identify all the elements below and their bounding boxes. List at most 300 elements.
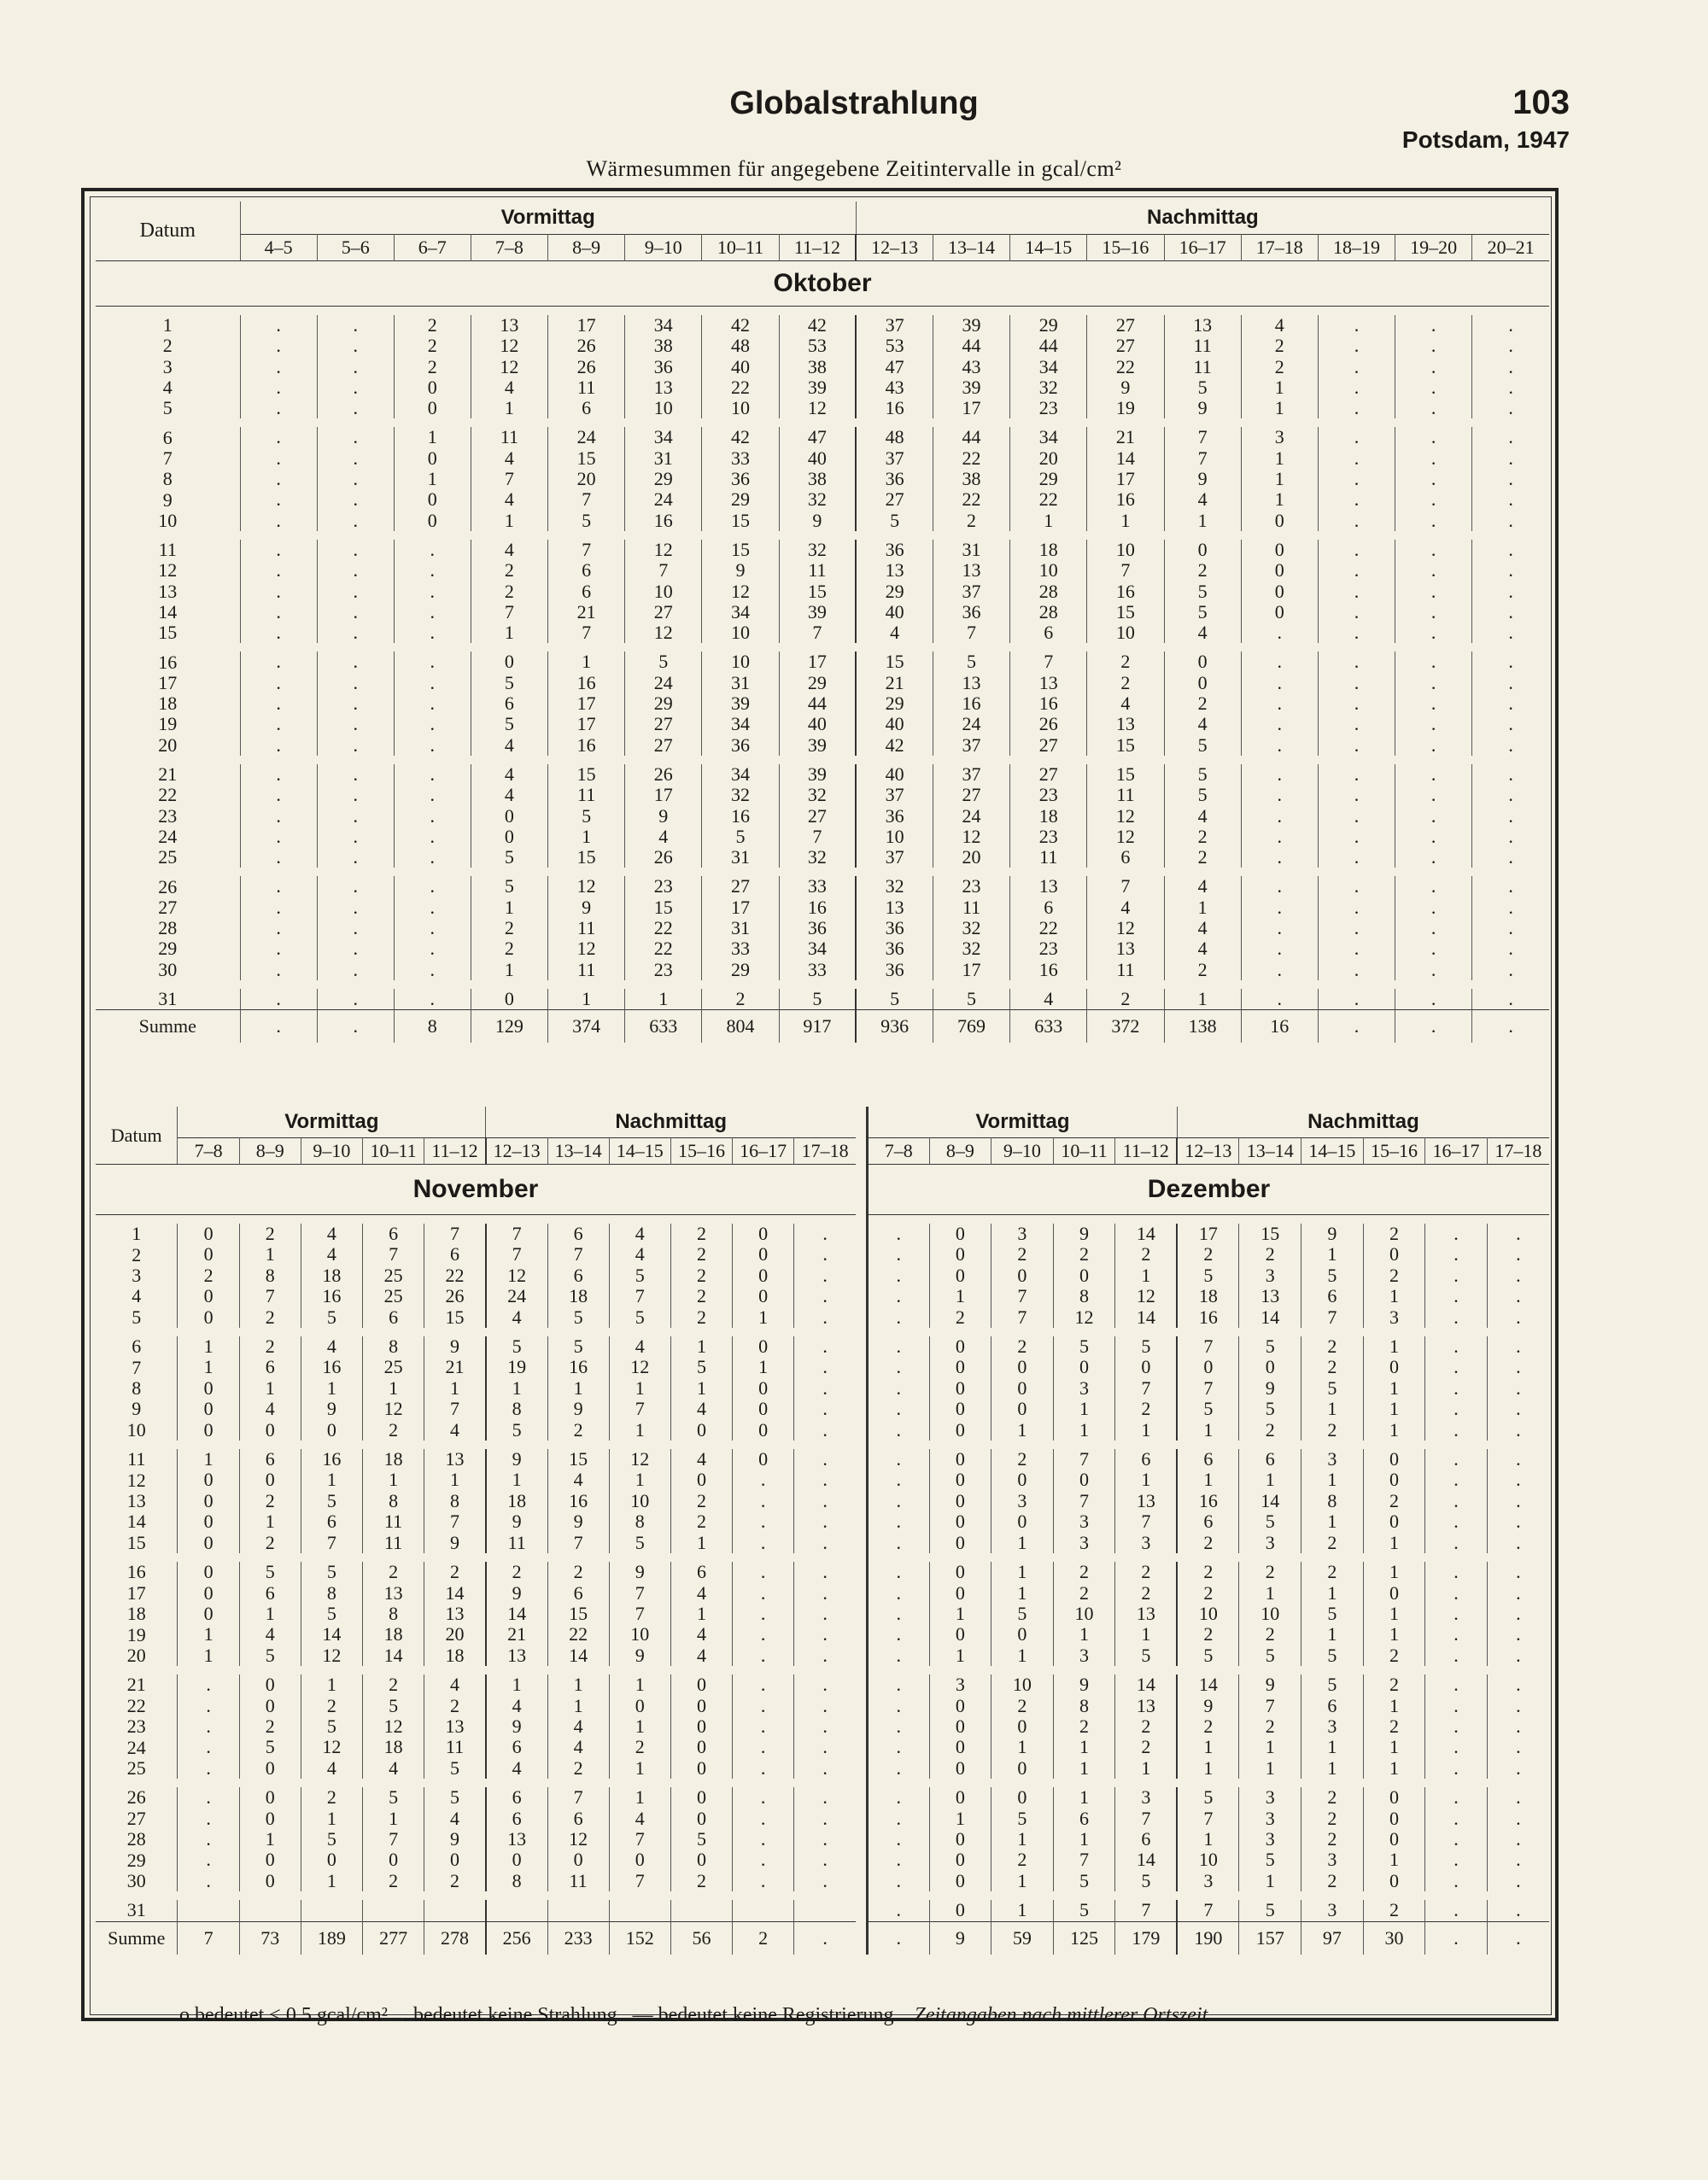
dec-row-15 (868, 1533, 1550, 1553)
dec-cell: 1 (1239, 1871, 1301, 1891)
dec-cell: 7 (1177, 1378, 1239, 1399)
dec-row-17 (868, 1583, 1550, 1604)
oct-cell: 27 (1087, 315, 1164, 336)
oct-cell: 10 (1010, 560, 1087, 581)
oct-cell: . (1241, 622, 1318, 643)
dec-interval-7: 14–15 (1301, 1138, 1364, 1165)
oct-sum-cell: 8 (394, 1010, 471, 1043)
nov-day-30: 30 (96, 1871, 178, 1891)
oct-cell: 29 (625, 693, 702, 714)
oct-cell: 4 (1164, 714, 1241, 734)
dec-cell: 2 (929, 1307, 991, 1328)
dec-cell: 7 (1053, 1491, 1115, 1511)
dec-cell: 5 (1301, 1645, 1364, 1666)
dec-cell: . (1425, 1829, 1488, 1850)
dec-cell: 6 (1115, 1449, 1178, 1470)
oct-cell: . (317, 938, 394, 959)
oct-cell: 22 (1010, 918, 1087, 938)
nov-interval-2: 9–10 (301, 1138, 362, 1165)
oct-cell: 32 (702, 785, 779, 805)
nov-interval-10: 17–18 (801, 1140, 849, 1161)
oct-sum-cell: . (1395, 1010, 1472, 1043)
dec-cell: 5 (1301, 1265, 1364, 1286)
oct-cell: 33 (779, 876, 856, 897)
nov-cell: 1 (547, 1696, 609, 1716)
nov-cell: 1 (670, 1604, 732, 1624)
nov-cell: 9 (609, 1645, 670, 1666)
oct-cell: . (240, 427, 317, 447)
dec-cell: 0 (929, 1624, 991, 1645)
nov-cell: 0 (178, 1470, 239, 1490)
nov-cell: 8 (363, 1336, 424, 1357)
dec-cell: 0 (991, 1265, 1054, 1286)
nov-cell: 4 (547, 1716, 609, 1737)
oct-cell: 12 (1087, 827, 1164, 847)
nov-cell: 0 (301, 1420, 362, 1441)
nov-cell: 0 (178, 1399, 239, 1419)
dec-cell: 2 (991, 1850, 1054, 1870)
nov-cell: 0 (670, 1850, 732, 1870)
dec-cell: . (868, 1265, 930, 1286)
dec-cell: 0 (1053, 1470, 1115, 1490)
nov-cell: 11 (486, 1533, 547, 1553)
dec-cell: 2 (1115, 1737, 1178, 1757)
dec-cell: 1 (1115, 1265, 1178, 1286)
group-spacer (96, 980, 1549, 989)
oct-cell: 15 (779, 582, 856, 602)
oct-cell: . (1318, 560, 1395, 581)
oct-cell: . (1508, 580, 1513, 602)
nov-cell: 6 (239, 1357, 301, 1377)
dec-cell: 3 (1115, 1533, 1178, 1553)
page-subtitle: Wärmesummen für angegebene Zeitintervalle in gcal/cm² (586, 156, 1122, 181)
dec-cell: . (868, 1604, 930, 1624)
oct-sum-cell: 138 (1164, 1010, 1241, 1043)
oct-day-10: 10 (96, 511, 240, 531)
dec-cell: 7 (1053, 1850, 1115, 1870)
dec-cell: . (1516, 1786, 1521, 1809)
nov-day-14: 14 (96, 1511, 178, 1532)
oct-cell: 37 (856, 315, 933, 336)
oct-cell: . (1395, 764, 1472, 785)
oct-cell: 2 (1164, 960, 1241, 980)
oct-cell: . (1395, 673, 1472, 693)
dec-cell: 0 (991, 1470, 1054, 1490)
nov-date-header: Datum (96, 1107, 178, 1165)
dec-cell: . (868, 1624, 930, 1645)
nov-cell (178, 1900, 239, 1921)
nov-cell: 5 (609, 1307, 670, 1328)
nov-cell: 2 (239, 1307, 301, 1328)
oct-cell: 37 (933, 735, 1009, 756)
nov-cell: 7 (363, 1244, 424, 1265)
dec-cell: 5 (1115, 1645, 1178, 1666)
dec-cell: . (868, 1533, 930, 1553)
oct-cell: . (1508, 397, 1513, 419)
oct-row-26 (96, 876, 1549, 897)
oct-cell: . (1508, 763, 1513, 785)
nov-cell: 0 (239, 1850, 301, 1870)
dec-row-1 (868, 1224, 1550, 1244)
oct-row-29 (96, 938, 1549, 959)
oct-cell: 2 (394, 336, 471, 356)
oct-cell: 1 (1164, 989, 1241, 1010)
nov-cell: . (733, 1624, 794, 1645)
oct-cell: 7 (548, 489, 625, 510)
oct-cell: 1 (1010, 511, 1087, 531)
nov-cell: 12 (301, 1645, 362, 1666)
nov-cell: 0 (670, 1674, 732, 1695)
dec-cell: 3 (929, 1674, 991, 1695)
oct-cell: . (1508, 987, 1513, 1009)
oct-cell: 44 (933, 427, 1009, 447)
nov-cell: 16 (301, 1286, 362, 1306)
dec-cell: 2 (1177, 1244, 1239, 1265)
oct-cell: 5 (548, 511, 625, 531)
nov-cell: 0 (670, 1716, 732, 1737)
oct-cell: 7 (779, 622, 856, 643)
oct-cell: . (1395, 489, 1472, 510)
dec-cell: 14 (1115, 1674, 1178, 1695)
oct-cell: 1 (548, 989, 625, 1010)
nov-cell: 0 (239, 1696, 301, 1716)
dec-cell: . (868, 1224, 930, 1244)
nov-cell: 2 (670, 1244, 732, 1265)
oct-cell: 23 (933, 876, 1009, 897)
nov-cell: 1 (239, 1244, 301, 1265)
dec-cell: 1 (1239, 1758, 1301, 1779)
oct-cell: . (1508, 958, 1513, 980)
oct-day-15: 15 (96, 622, 240, 643)
oct-day-27: 27 (96, 897, 240, 918)
oct-cell: 9 (1087, 377, 1164, 398)
nov-cell: 0 (733, 1265, 794, 1286)
oct-sum-cell: 769 (933, 1010, 1009, 1043)
oct-interval-9: 13–14 (933, 235, 1009, 261)
nov-cell: 7 (609, 1871, 670, 1891)
dec-cell: 9 (1053, 1674, 1115, 1695)
nov-cell: 0 (733, 1286, 794, 1306)
dec-cell: 2 (1363, 1716, 1425, 1737)
nov-day-27: 27 (96, 1809, 178, 1829)
dec-cell: . (1425, 1336, 1488, 1357)
dec-cell: . (1516, 1715, 1521, 1737)
nov-cell: 5 (363, 1787, 424, 1808)
dec-cell: 3 (1115, 1787, 1178, 1808)
nov-cell: 7 (609, 1583, 670, 1604)
oct-cell: 12 (471, 336, 547, 356)
oct-interval-0: 4–5 (240, 235, 317, 261)
dec-cell: 3 (1053, 1378, 1115, 1399)
dec-cell: 1 (1115, 1470, 1178, 1490)
nov-cell: 8 (363, 1491, 424, 1511)
oct-interval-6: 10–11 (702, 235, 779, 261)
oct-row-15 (96, 622, 1549, 643)
oct-cell: 15 (1087, 602, 1164, 622)
dec-cell: 16 (1177, 1491, 1239, 1511)
nov-cell: 7 (486, 1244, 547, 1265)
nov-cell: . (178, 1809, 239, 1829)
dec-cell: . (868, 1399, 930, 1419)
nov-cell: . (822, 1736, 828, 1758)
oct-cell: . (1508, 488, 1513, 511)
oct-cell: . (1395, 315, 1472, 336)
oct-cell: 10 (702, 622, 779, 643)
nov-cell: 1 (363, 1809, 424, 1829)
dec-cell: 6 (1053, 1809, 1115, 1829)
oct-cell: 11 (548, 918, 625, 938)
oct-cell: 39 (933, 377, 1009, 398)
nov-row-19 (96, 1624, 856, 1645)
nov-cell: 4 (486, 1307, 547, 1328)
oct-cell: 1 (471, 897, 547, 918)
oct-cell: 5 (548, 806, 625, 827)
oct-cell: . (1318, 735, 1395, 756)
nov-row-9 (96, 1399, 856, 1419)
nov-cell: 5 (239, 1737, 301, 1757)
oct-row-10 (96, 511, 1549, 531)
oct-cell: . (394, 714, 471, 734)
oct-sum-cell: 936 (856, 1010, 933, 1043)
oct-cell: 40 (779, 714, 856, 734)
oct-cell: . (1318, 918, 1395, 938)
oct-cell: 22 (702, 377, 779, 398)
oct-day-16: 16 (96, 652, 240, 672)
oct-cell: 22 (1087, 357, 1164, 377)
oct-cell: 15 (702, 511, 779, 531)
nov-cell: 0 (178, 1224, 239, 1244)
nov-cell: 0 (609, 1696, 670, 1716)
nov-row-10 (96, 1420, 856, 1441)
nov-cell: 7 (547, 1244, 609, 1265)
oct-cell: 7 (933, 622, 1009, 643)
oct-cell: 6 (471, 693, 547, 714)
nov-cell: 7 (363, 1829, 424, 1850)
dec-cell: . (1425, 1491, 1488, 1511)
dec-cell: 1 (1301, 1511, 1364, 1532)
oct-interval-14: 18–19 (1318, 235, 1395, 261)
dec-cell: 5 (1239, 1850, 1301, 1870)
oct-cell: 0 (1164, 652, 1241, 672)
oct-cell: . (317, 764, 394, 785)
oct-cell: . (1318, 652, 1395, 672)
oct-cell: . (394, 693, 471, 714)
dec-cell: 1 (929, 1809, 991, 1829)
oct-cell: . (1241, 897, 1318, 918)
dec-cell: 3 (1239, 1809, 1301, 1829)
dec-cell: 2 (1053, 1583, 1115, 1604)
dec-sum-cell: 157 (1239, 1921, 1301, 1955)
nov-cell: 1 (301, 1871, 362, 1891)
oct-cell: 4 (1087, 897, 1164, 918)
oct-cell: 18 (1010, 540, 1087, 560)
oct-cell: 4 (1087, 693, 1164, 714)
oct-cell: . (1508, 447, 1513, 469)
dec-cell: 1 (991, 1645, 1054, 1666)
oct-day-12: 12 (96, 560, 240, 581)
oct-cell: 0 (471, 827, 547, 847)
oct-row-25 (96, 847, 1549, 868)
oct-cell: 17 (933, 398, 1009, 418)
nov-cell: 1 (424, 1378, 486, 1399)
dec-cell: . (1425, 1511, 1488, 1532)
oct-day-14: 14 (96, 602, 240, 622)
nov-cell: 5 (301, 1491, 362, 1511)
oct-cell: . (394, 673, 471, 693)
oct-cell: 12 (548, 938, 625, 959)
oct-cell: . (1508, 559, 1513, 582)
oct-cell: . (240, 989, 317, 1010)
nov-cell: 9 (424, 1336, 486, 1357)
oct-cell: . (240, 918, 317, 938)
dec-cell: . (1425, 1604, 1488, 1624)
dec-cell: . (1425, 1716, 1488, 1737)
oct-cell: . (1508, 426, 1513, 448)
dec-cell: 2 (1053, 1716, 1115, 1737)
oct-cell: . (394, 847, 471, 868)
oct-cell: 31 (702, 847, 779, 868)
dec-cell: . (1425, 1420, 1488, 1441)
dec-cell: . (868, 1286, 930, 1306)
oct-cell: 29 (779, 673, 856, 693)
oct-cell: 12 (548, 876, 625, 897)
dec-cell: 0 (929, 1511, 991, 1532)
oct-cell: 36 (856, 960, 933, 980)
oct-cell: 11 (779, 560, 856, 581)
dec-row-25 (868, 1758, 1550, 1779)
dec-row-7 (868, 1357, 1550, 1377)
oct-cell: 5 (1164, 764, 1241, 785)
oct-cell: 5 (471, 847, 547, 868)
nov-cell: 6 (424, 1244, 486, 1265)
dec-cell: 17 (1177, 1224, 1239, 1244)
nov-cell: 25 (363, 1286, 424, 1306)
dec-cell: 2 (1301, 1533, 1364, 1553)
dec-cell: . (1425, 1470, 1488, 1490)
dec-cell: 1 (991, 1871, 1054, 1891)
dec-cell: 1 (991, 1583, 1054, 1604)
oct-cell: . (394, 938, 471, 959)
oct-cell: . (1318, 398, 1395, 418)
oct-cell: . (240, 960, 317, 980)
oct-cell: 7 (548, 622, 625, 643)
dec-interval-row (868, 1138, 1550, 1165)
dec-cell: 5 (1115, 1336, 1178, 1357)
nov-cell: 6 (486, 1787, 547, 1808)
nov-month-title: November (96, 1165, 856, 1215)
oct-cell: 16 (933, 693, 1009, 714)
oct-cell: 38 (779, 357, 856, 377)
oct-cell: . (394, 540, 471, 560)
dec-cell: 14 (1177, 1674, 1239, 1695)
nov-cell: 1 (609, 1420, 670, 1441)
oct-cell: 0 (471, 652, 547, 672)
dec-row-21 (868, 1674, 1550, 1695)
dec-interval-2: 9–10 (991, 1138, 1054, 1165)
oct-cell: . (317, 357, 394, 377)
dec-sum-cell: 97 (1301, 1921, 1364, 1955)
nov-cell: 14 (424, 1583, 486, 1604)
nov-day-3: 3 (96, 1265, 178, 1286)
dec-sum-cell: . (868, 1921, 930, 1955)
oct-cell: . (240, 847, 317, 868)
oct-cell: 0 (1241, 511, 1318, 531)
oct-cell: 5 (856, 511, 933, 531)
nov-day-26: 26 (96, 1787, 178, 1808)
oct-cell: . (317, 806, 394, 827)
oct-cell: . (317, 989, 394, 1010)
nov-row-29 (96, 1850, 856, 1870)
dec-row-6 (868, 1336, 1550, 1357)
dec-cell: 0 (1363, 1511, 1425, 1532)
oct-cell: . (240, 876, 317, 897)
dec-cell: 7 (1177, 1336, 1239, 1357)
oct-cell: . (1508, 335, 1513, 357)
nov-cell: 1 (301, 1378, 362, 1399)
nov-cell: 11 (363, 1533, 424, 1553)
nov-cell: 9 (486, 1449, 547, 1470)
dec-cell: . (868, 1470, 930, 1490)
nov-cell: 0 (670, 1696, 732, 1716)
nov-cell: 2 (239, 1533, 301, 1553)
oct-cell: 5 (1164, 602, 1241, 622)
nov-cell: 4 (239, 1624, 301, 1645)
dec-cell: 1 (1363, 1533, 1425, 1553)
oct-interval-15: 19–20 (1395, 235, 1472, 261)
december-table (866, 1107, 1549, 1955)
oct-cell: . (1395, 735, 1472, 756)
oct-cell: . (1395, 511, 1472, 531)
oct-day-18: 18 (96, 693, 240, 714)
nov-cell: 6 (486, 1809, 547, 1829)
dec-cell: . (1516, 1849, 1521, 1871)
oct-row-27 (96, 897, 1549, 918)
oct-cell: . (240, 315, 317, 336)
dec-row-11 (868, 1449, 1550, 1470)
nov-cell: 0 (239, 1420, 301, 1441)
oct-cell: . (240, 714, 317, 734)
oct-cell: 33 (702, 938, 779, 959)
dec-cell: 1 (1363, 1758, 1425, 1779)
oct-cell: . (394, 622, 471, 643)
oct-cell: . (394, 560, 471, 581)
oct-cell: . (240, 673, 317, 693)
oct-cell: . (1508, 355, 1513, 377)
dec-cell: 1 (1301, 1737, 1364, 1757)
dec-cell: 14 (1239, 1307, 1301, 1328)
dec-cell: . (868, 1829, 930, 1850)
oct-cell: . (240, 602, 317, 622)
nov-row-4 (96, 1286, 856, 1306)
oct-cell: 1 (394, 469, 471, 489)
dec-cell: 1 (1053, 1758, 1115, 1779)
nov-cell: 12 (363, 1716, 424, 1737)
oct-cell: . (1318, 377, 1395, 398)
nov-row-20 (96, 1645, 856, 1666)
oct-cell: 7 (1087, 560, 1164, 581)
dec-cell: 12 (1053, 1307, 1115, 1328)
nov-cell: . (822, 1807, 828, 1829)
oct-cell: . (1395, 827, 1472, 847)
dec-cell: . (868, 1583, 930, 1604)
oct-cell: . (1318, 582, 1395, 602)
dec-row-24 (868, 1737, 1550, 1757)
nov-cell: 0 (301, 1850, 362, 1870)
oct-cell: 29 (702, 960, 779, 980)
oct-cell: 39 (933, 315, 1009, 336)
nov-cell: 6 (547, 1809, 609, 1829)
dec-cell: 0 (929, 1336, 991, 1357)
